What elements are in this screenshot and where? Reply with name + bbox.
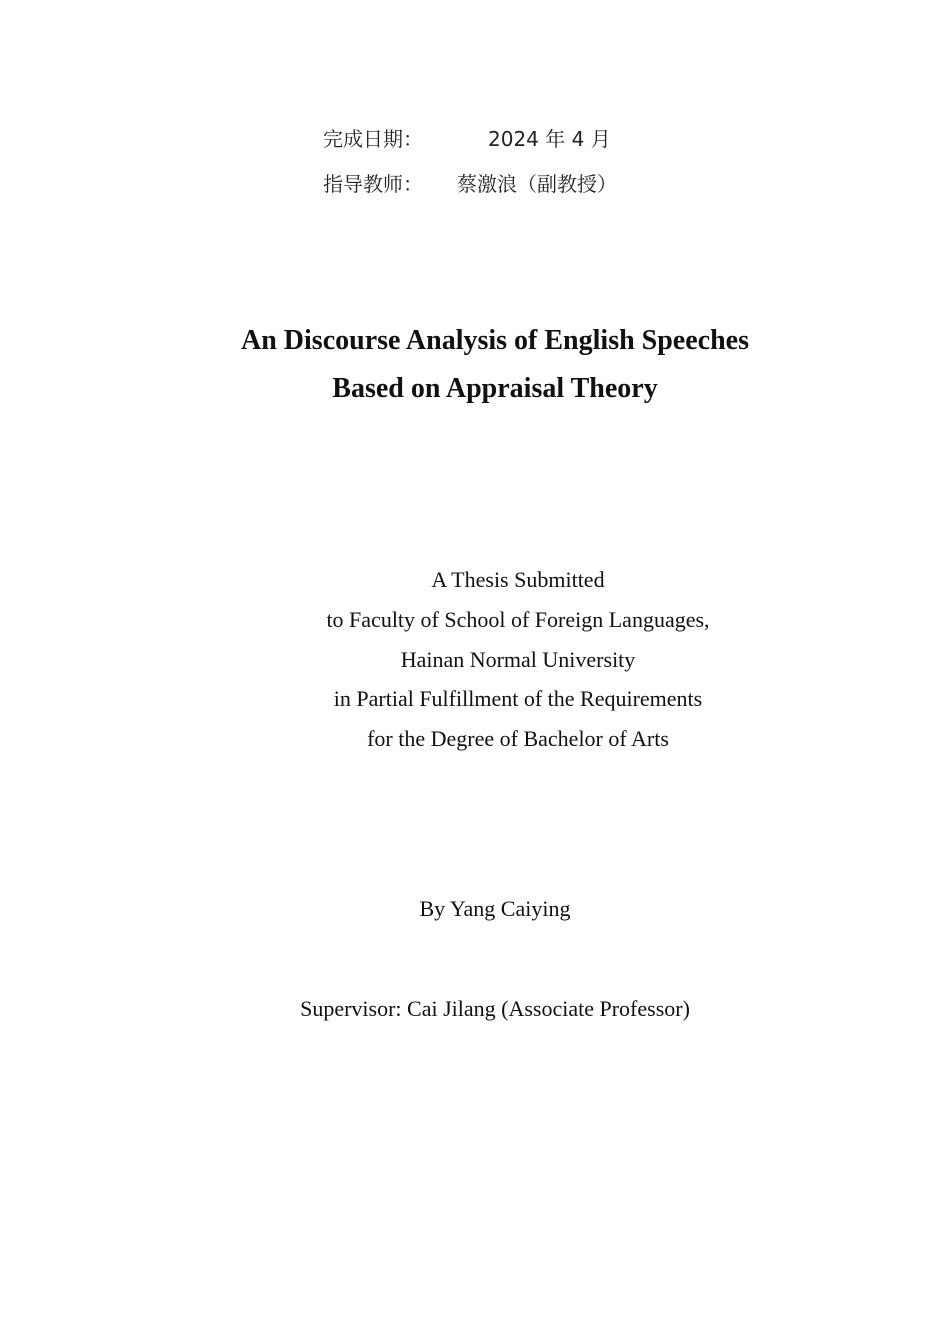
- completion-date-label: 完成日期：: [323, 127, 423, 151]
- submission-line: to Faculty of School of Foreign Languages,: [326, 606, 710, 632]
- submission-line: for the Degree of Bachelor of Arts: [367, 726, 669, 752]
- supervisor-line: Supervisor: Cai Jilang (Associate Professor): [300, 996, 690, 1021]
- thesis-title-line-1: An Discourse Analysis of English Speeches: [241, 325, 749, 356]
- submission-line: A Thesis Submitted: [431, 567, 605, 592]
- advisor-value: 蔡激浪（副教授）: [457, 172, 617, 196]
- submission-line: in Partial Fulfillment of the Requirements: [333, 686, 703, 712]
- submission-line: Hainan Normal University: [400, 646, 636, 672]
- completion-date-value: 2024 年 4 月: [488, 127, 611, 151]
- thesis-title-line-2: Based on Appraisal Theory: [332, 373, 658, 404]
- author-line: By Yang Caiying: [419, 896, 571, 921]
- submission-statement: [0, 560, 950, 759]
- advisor-label: 指导教师：: [323, 172, 423, 196]
